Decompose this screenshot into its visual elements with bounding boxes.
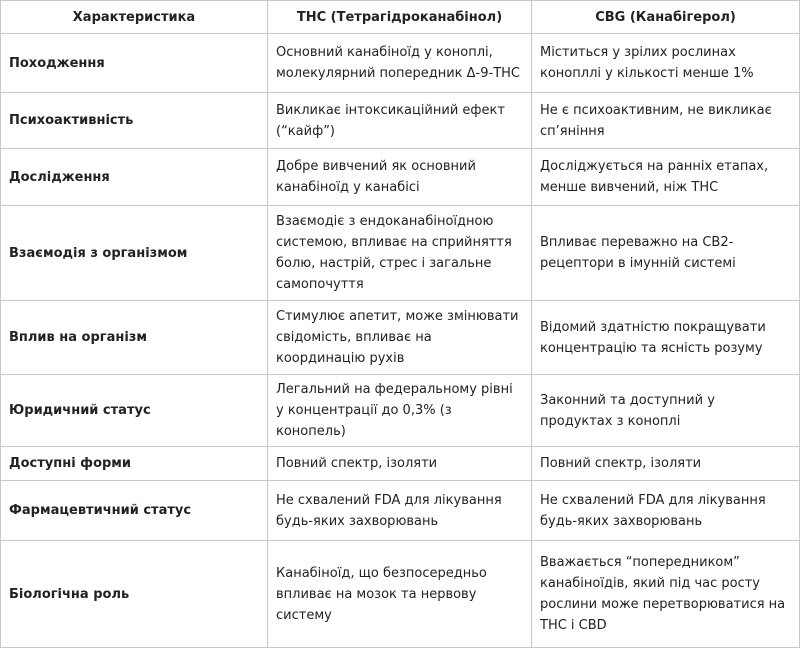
thc-cell: Повний спектр, ізоляти	[268, 447, 532, 481]
row-label: Дослідження	[1, 149, 268, 206]
cbg-cell: Міститься у зрілих рослинах конопллі у кількості менше 1%	[532, 34, 800, 93]
thc-cell: Канабіноїд, що безпосередньо впливає на мозок та нервову систему	[268, 541, 532, 648]
table-row	[1, 481, 800, 541]
thc-cell: Не схвалений FDA для лікування будь-яких захворювань	[268, 481, 532, 541]
cbg-cell: Повний спектр, ізоляти	[532, 447, 800, 481]
row-label: Психоактивність	[1, 93, 268, 149]
table-row	[1, 541, 800, 648]
cbg-cell: Не є психоактивним, не викликає сп’яніння	[532, 93, 800, 149]
thc-cell: Викликає інтоксикаційний ефект (“кайф”)	[268, 93, 532, 149]
table-row	[1, 34, 800, 93]
column-header-thc: THC (Тетрагідроканабінол)	[268, 1, 532, 34]
row-label: Взаємодія з організмом	[1, 206, 268, 301]
row-label: Фармацевтичний статус	[1, 481, 268, 541]
row-label: Вплив на організм	[1, 301, 268, 375]
header-row	[1, 1, 800, 34]
row-label: Юридичний статус	[1, 375, 268, 447]
thc-cell: Стимулює апетит, може змінювати свідомість, впливає на координацію рухів	[268, 301, 532, 375]
row-label: Доступні форми	[1, 447, 268, 481]
table-row	[1, 301, 800, 375]
table-row	[1, 149, 800, 206]
thc-cell: Легальний на федеральному рівні у концентрації до 0,3% (з конопель)	[268, 375, 532, 447]
cbg-cell: Не схвалений FDA для лікування будь-яких захворювань	[532, 481, 800, 541]
cbg-cell: Законний та доступний у продуктах з коноплі	[532, 375, 800, 447]
table-row	[1, 447, 800, 481]
table-row	[1, 206, 800, 301]
table-row	[1, 93, 800, 149]
cbg-cell: Впливає переважно на CB2-рецептори в імунній системі	[532, 206, 800, 301]
thc-cell: Взаємодіє з ендоканабіноїдною системою, впливає на сприйняття болю, настрій, стрес і загальне самопочуття	[268, 206, 532, 301]
column-header-characteristic: Характеристика	[1, 1, 268, 34]
cbg-cell: Досліджується на ранніх етапах, менше вивчений, ніж THC	[532, 149, 800, 206]
thc-cell: Добре вивчений як основний канабіноїд у канабісі	[268, 149, 532, 206]
cbg-cell: Вважається “попередником” канабіноїдів, який під час росту рослини може перетворюватися на THC і CBD	[532, 541, 800, 648]
row-label: Біологічна роль	[1, 541, 268, 648]
row-label: Походження	[1, 34, 268, 93]
column-header-cbg: CBG (Канабігерол)	[532, 1, 800, 34]
table-row	[1, 375, 800, 447]
cbg-cell: Відомий здатністю покращувати концентрацію та ясність розуму	[532, 301, 800, 375]
thc-cell: Основний канабіноїд у коноплі, молекулярний попередник Δ-9-THC	[268, 34, 532, 93]
